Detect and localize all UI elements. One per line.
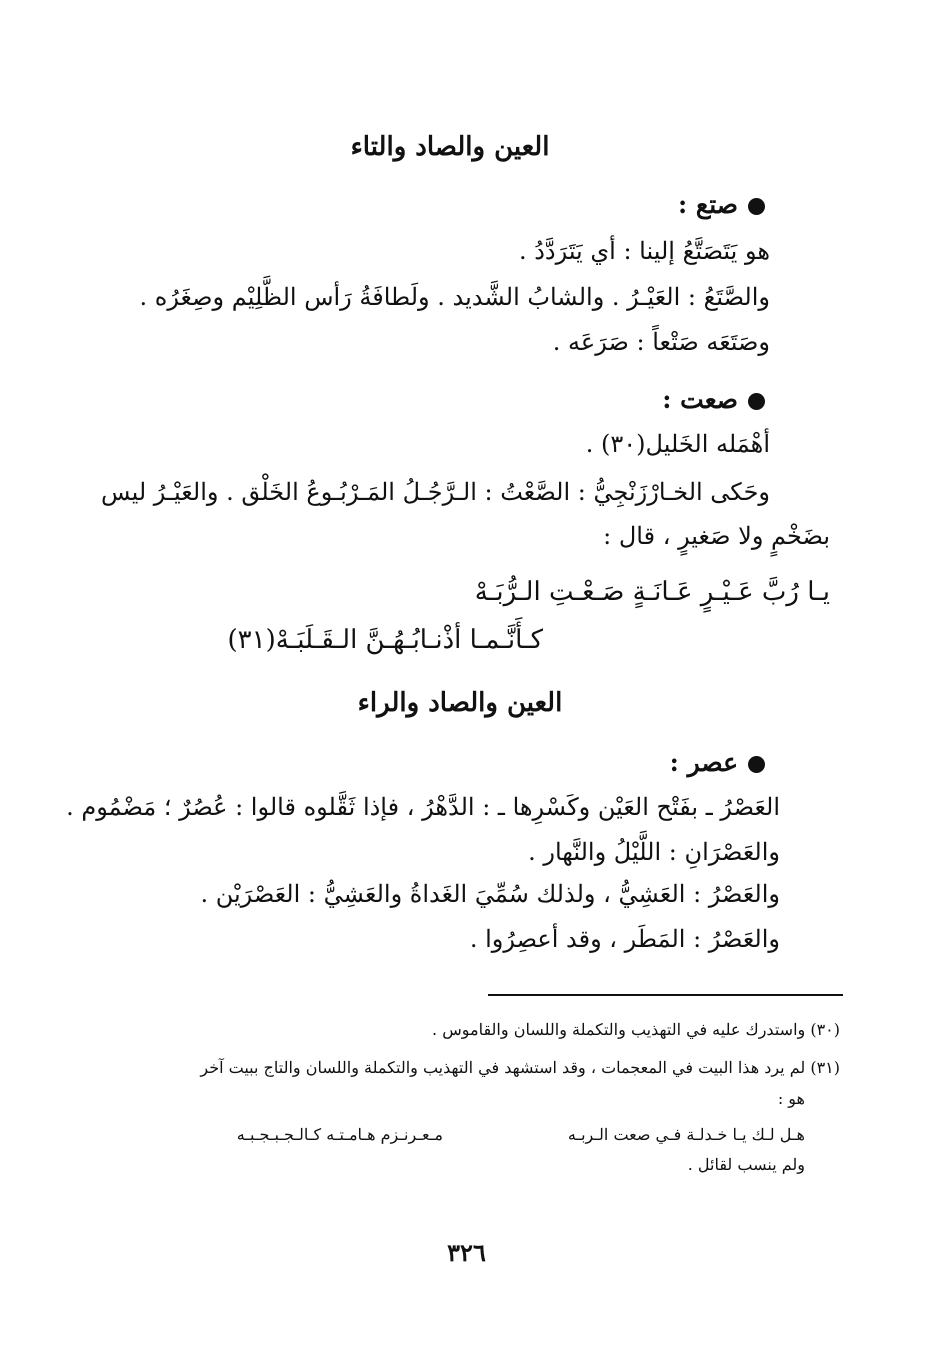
page-number: ٣٢٦ xyxy=(447,1238,486,1267)
entry-line: العَصْرُ ـ بفَتْح العَيْن وكَسْرِها ـ : الدَّهْرُ ، فإذا ثَقَّلوه قالوا : عُصُرٌ ؛ مَضْمُوم . xyxy=(66,793,780,821)
entry-line: والعَصْرُ : العَشِيُّ ، ولذلك سُمِّيَ الغَداةُ والعَشِيُّ : العَصْرَيْن . xyxy=(200,880,780,908)
verse-line: كـأَنَّـمـا أذْنـابُـهُـنَّ الـقَـلَبَـهْ(٣١) xyxy=(227,625,543,655)
footnote-30: (٣٠) واستدرك عليه في التهذيب والتكملة واللسان والقاموس . xyxy=(432,1020,840,1039)
entry-head-asr xyxy=(670,748,765,777)
entry-line: وصَتَعَه صَتْعاً : صَرَعَه . xyxy=(552,328,770,356)
bullet-icon xyxy=(748,198,765,215)
entry-head-label: صتع : xyxy=(677,190,738,219)
entry-head-label: عصر : xyxy=(669,748,738,777)
entry-line: أهْمَله الخَليل(٣٠) . xyxy=(585,430,770,458)
entry-line: وحَكى الخـارْزَنْجِيُّ : الصَّعْتُ : الـرَّجُـلُ المَـرْبُـوعُ الخَلْق . والعَيْـرُ ليس xyxy=(101,478,770,506)
entry-line: هو يَتَصَتَّعُ إلينا : أي يَتَرَدَّدُ . xyxy=(518,237,770,265)
entry-head-sata xyxy=(678,190,765,219)
footnote-separator xyxy=(488,994,843,996)
footnote-31-end: ولم ينسب لقائل . xyxy=(687,1155,805,1174)
entry-head-saat xyxy=(662,385,765,414)
entry-line: والعَصْرُ : المَطَر ، وقد أعصِرُوا . xyxy=(469,925,780,953)
bullet-icon xyxy=(748,756,765,773)
footnote-verse-second-half: مـعـرنـزم هـامـتـه كـالـجـبـجـبـه xyxy=(236,1125,443,1144)
verse-line: يـا رُبَّ عَـيْـرٍ عَـانَـةٍ صَـعْـتِ الـرُّبَـهْ xyxy=(474,577,830,607)
entry-line: والصَّتَعُ : العَيْـرُ . والشابُ الشَّديد . ولَطافَةُ رَأس الظَّلِيْم وصِغَرُه . xyxy=(139,283,770,311)
footnote-verse-first-half: هـل لـك يـا خـدلـة فـي صعت الـربـه xyxy=(567,1125,805,1144)
footnote-31-continuation: هو : xyxy=(777,1089,805,1108)
entry-head-label: صعت : xyxy=(662,385,738,414)
section-title-ain-sad-ta: العين والصاد والتاء xyxy=(350,132,550,162)
footnote-31: (٣١) لم يرد هذا البيت في المعجمات ، وقد استشهد في التهذيب والتكملة واللسان والتاج ببيت آخر xyxy=(200,1058,840,1077)
entry-line: والعَصْرَانِ : اللَّيْلُ والنَّهار . xyxy=(528,838,780,866)
section-title-ain-sad-ra: العين والصاد والراء xyxy=(357,688,563,718)
entry-line: بضَخْمٍ ولا صَغيرٍ ، قال : xyxy=(603,522,830,550)
bullet-icon xyxy=(748,393,765,410)
